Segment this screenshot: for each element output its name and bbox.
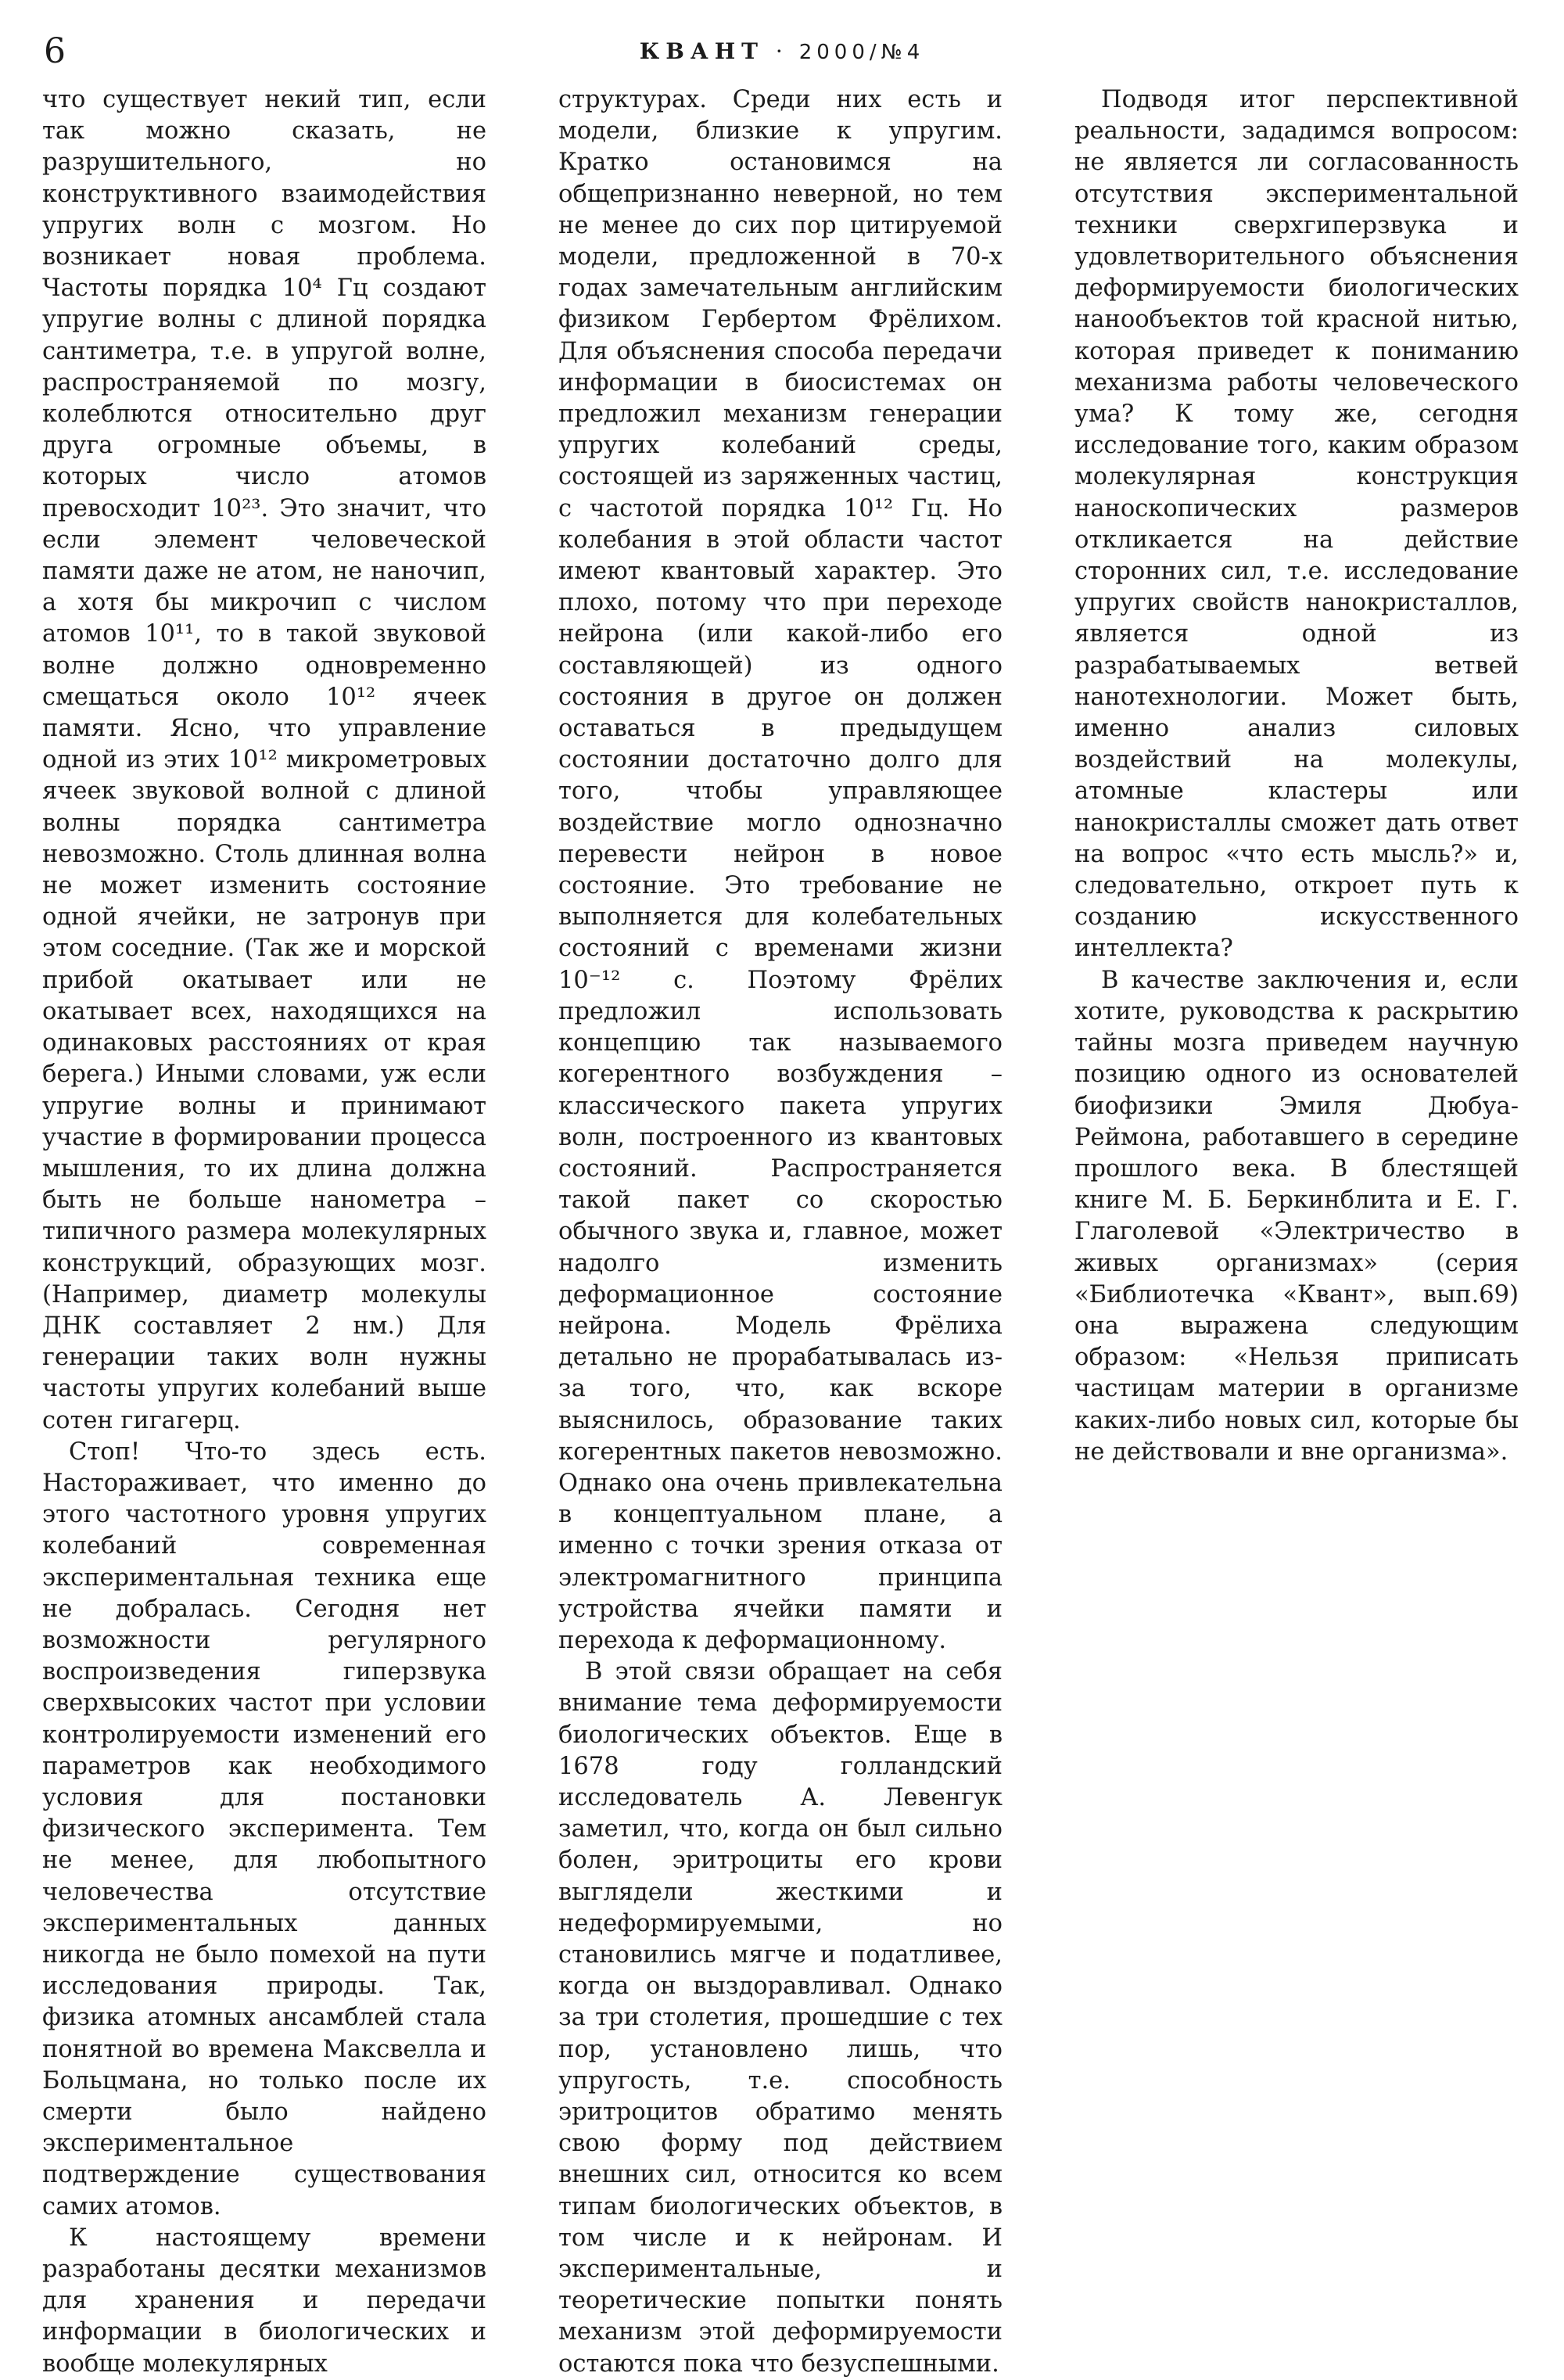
paragraph: Подводя итог перспективной реальности, зададимся вопросом: не является ли согласованность отсутствия экспериментальной техники сверхгиперзвука и удовлетворительного объяснения деформируемости биологических нанообъектов той красной нитью, которая приведет к пониманию механизма работы человеческого ума? К тому же, сегодня исследование того, каким образом молекулярная конструкция наноскопических размеров откликается на действие сторонних сил, т.е. исследование упругих свойств нанокристаллов, является одной из разрабатываемых ветвей нанотехнологии. Может быть, именно анализ силовых воздействий на молекулы, атомные кластеры или нанокристаллы сможет дать ответ на вопрос «что есть мысль?» и, следовательно, откроет путь к созданию искусственного интеллекта? [1074,86,1519,963]
text-column-3 [1074,84,1519,1468]
paragraph: В качестве заключения и, если хотите, руководства к раскрытию тайны мозга приведем научную позицию одного из основателей биофизики Эмиля Дюбуа-Реймона, работавшего в середине прошлого века. В блестящей книге М. Б. Беркинблита и Е. Г. Глаголевой «Электричество в живых организмах» (серия «Библиотечка «Квант», вып.69) она выражена следующим образом: «Нельзя приписать частицам материи в организме каких-либо новых сил, которые бы не действовали и вне организма». [1074,966,1519,1466]
text-column-1 [42,84,486,2380]
paragraph: Стоп! Что-то здесь есть. Настораживает, что именно до этого частотного уровня упругих колебаний современная экспериментальная техника еще не добралась. Сегодня нет возможности регулярного воспроизведения гиперзвука сверхвысоких частот при условии контролируемости изменений его параметров как необходимого условия для постановки физического эксперимента. Тем не менее, для любопытного человечества отсутствие экспериментальных данных никогда не было помехой на пути исследования природы. Так, физика атомных ансамблей стала понятной во времена Максвелла и Больцмана, но только после их смерти было найдено экспериментальное подтверждение существования самих атомов. [42,1438,486,2220]
header-separator: · [775,38,787,64]
magazine-title: КВАНТ [639,38,764,64]
text-column-2 [558,84,1003,2380]
paragraph: что существует некий тип, если так можно сказать, не разрушительного, но конструктивного взаимодействия упругих волн с мозгом. Но возникает новая проблема. Частоты порядка 10⁴ Гц создают упругие волны с длиной порядка сантиметра, т.е. в упругой волне, распространяемой по мозгу, колеблются относительно друг друга огромные объемы, в которых число атомов превосходит 10²³. Это значит, что если элемент человеческой памяти даже не атом, не наночип, а хотя бы микрочип с числом атомов 10¹¹, то в такой звуковой волне должно одновременно смещаться около 10¹² ячеек памяти. Ясно, что управление одной из этих 10¹² микрометровых ячеек звуковой волной с длиной волны порядка сантиметра невозможно. Столь длинная волна не может изменить состояние одной ячейки, не затронув при этом соседние. (Так же и морской прибой окатывает или не окатывает всех, находящихся на одинаковых расстояниях от края берега.) Иными словами, уж если упругие волны и принимают участие в формировании процесса мышления, то их длина должна быть не больше нанометра – типичного размера молекулярных конструкций, образующих мозг. (Например, диаметр молекулы ДНК составляет 2 нм.) Для генерации таких волн нужны частоты упругих колебаний выше сотен гигагерц. [42,86,486,1434]
paragraph: структурах. Среди них есть и модели, близкие к упругим. Кратко остановимся на общепризнанно неверной, но тем не менее до сих пор цитируемой модели, предложенной в 70-х годах замечательным английским физиком Гербертом Фрёлихом. Для объяснения способа передачи информации в биосистемах он предложил механизм генерации упругих колебаний среды, состоящей из заряженных частиц, с частотой порядка 10¹² Гц. Но колебания в этой области частот имеют квантовый характер. Это плохо, потому что при переходе нейрона (или какой-либо его составляющей) из одного состояния в другое он должен оставаться в предыдущем состоянии достаточно долго для того, чтобы управляющее воздействие могло однозначно перевести нейрон в новое состояние. Это требование не выполняется для колебательных состояний с временами жизни 10⁻¹² с. Поэтому Фрёлих предложил использовать концепцию так называемого когерентного возбуждения – классического пакета упругих волн, построенного из квантовых состояний. Распространяется такой пакет со скоростью обычного звука и, главное, может надолго изменить деформационное состояние нейрона. Модель Фрёлиха детально не прорабатывалась из-за того, что, как вскоре выяснилось, образование таких когерентных пакетов невозможно. Однако она очень привлекательна в концептуальном плане, а именно с точки зрения отказа от электромагнитного принципа устройства ячейки памяти и перехода к деформационному. [558,86,1003,1654]
running-head [0,38,1564,66]
paragraph: К настоящему времени разработаны десятки механизмов для хранения и передачи информации в биологических и вообще молекулярных [42,2224,486,2378]
paragraph: В этой связи обращает на себя внимание тема деформируемости биологических объектов. Еще в 1678 году голландский исследователь А. Левенгук заметил, что, когда он был сильно болен, эритроциты его крови выглядели жесткими и недеформируемыми, но становились мягче и податливее, когда он выздоравливал. Однако за три столетия, прошедшие с тех пор, установлено лишь, что упругость, т.е. способность эритроцитов обратимо менять свою форму под действием внешних сил, относится ко всем типам биологических объектов, в том числе и к нейронам. И экспериментальные, и теоретические попытки понять механизм этой деформируемости остаются пока что безуспешными. [558,1658,1003,2378]
page-number: 6 [44,31,66,71]
issue-number: 2000/№4 [798,41,925,64]
